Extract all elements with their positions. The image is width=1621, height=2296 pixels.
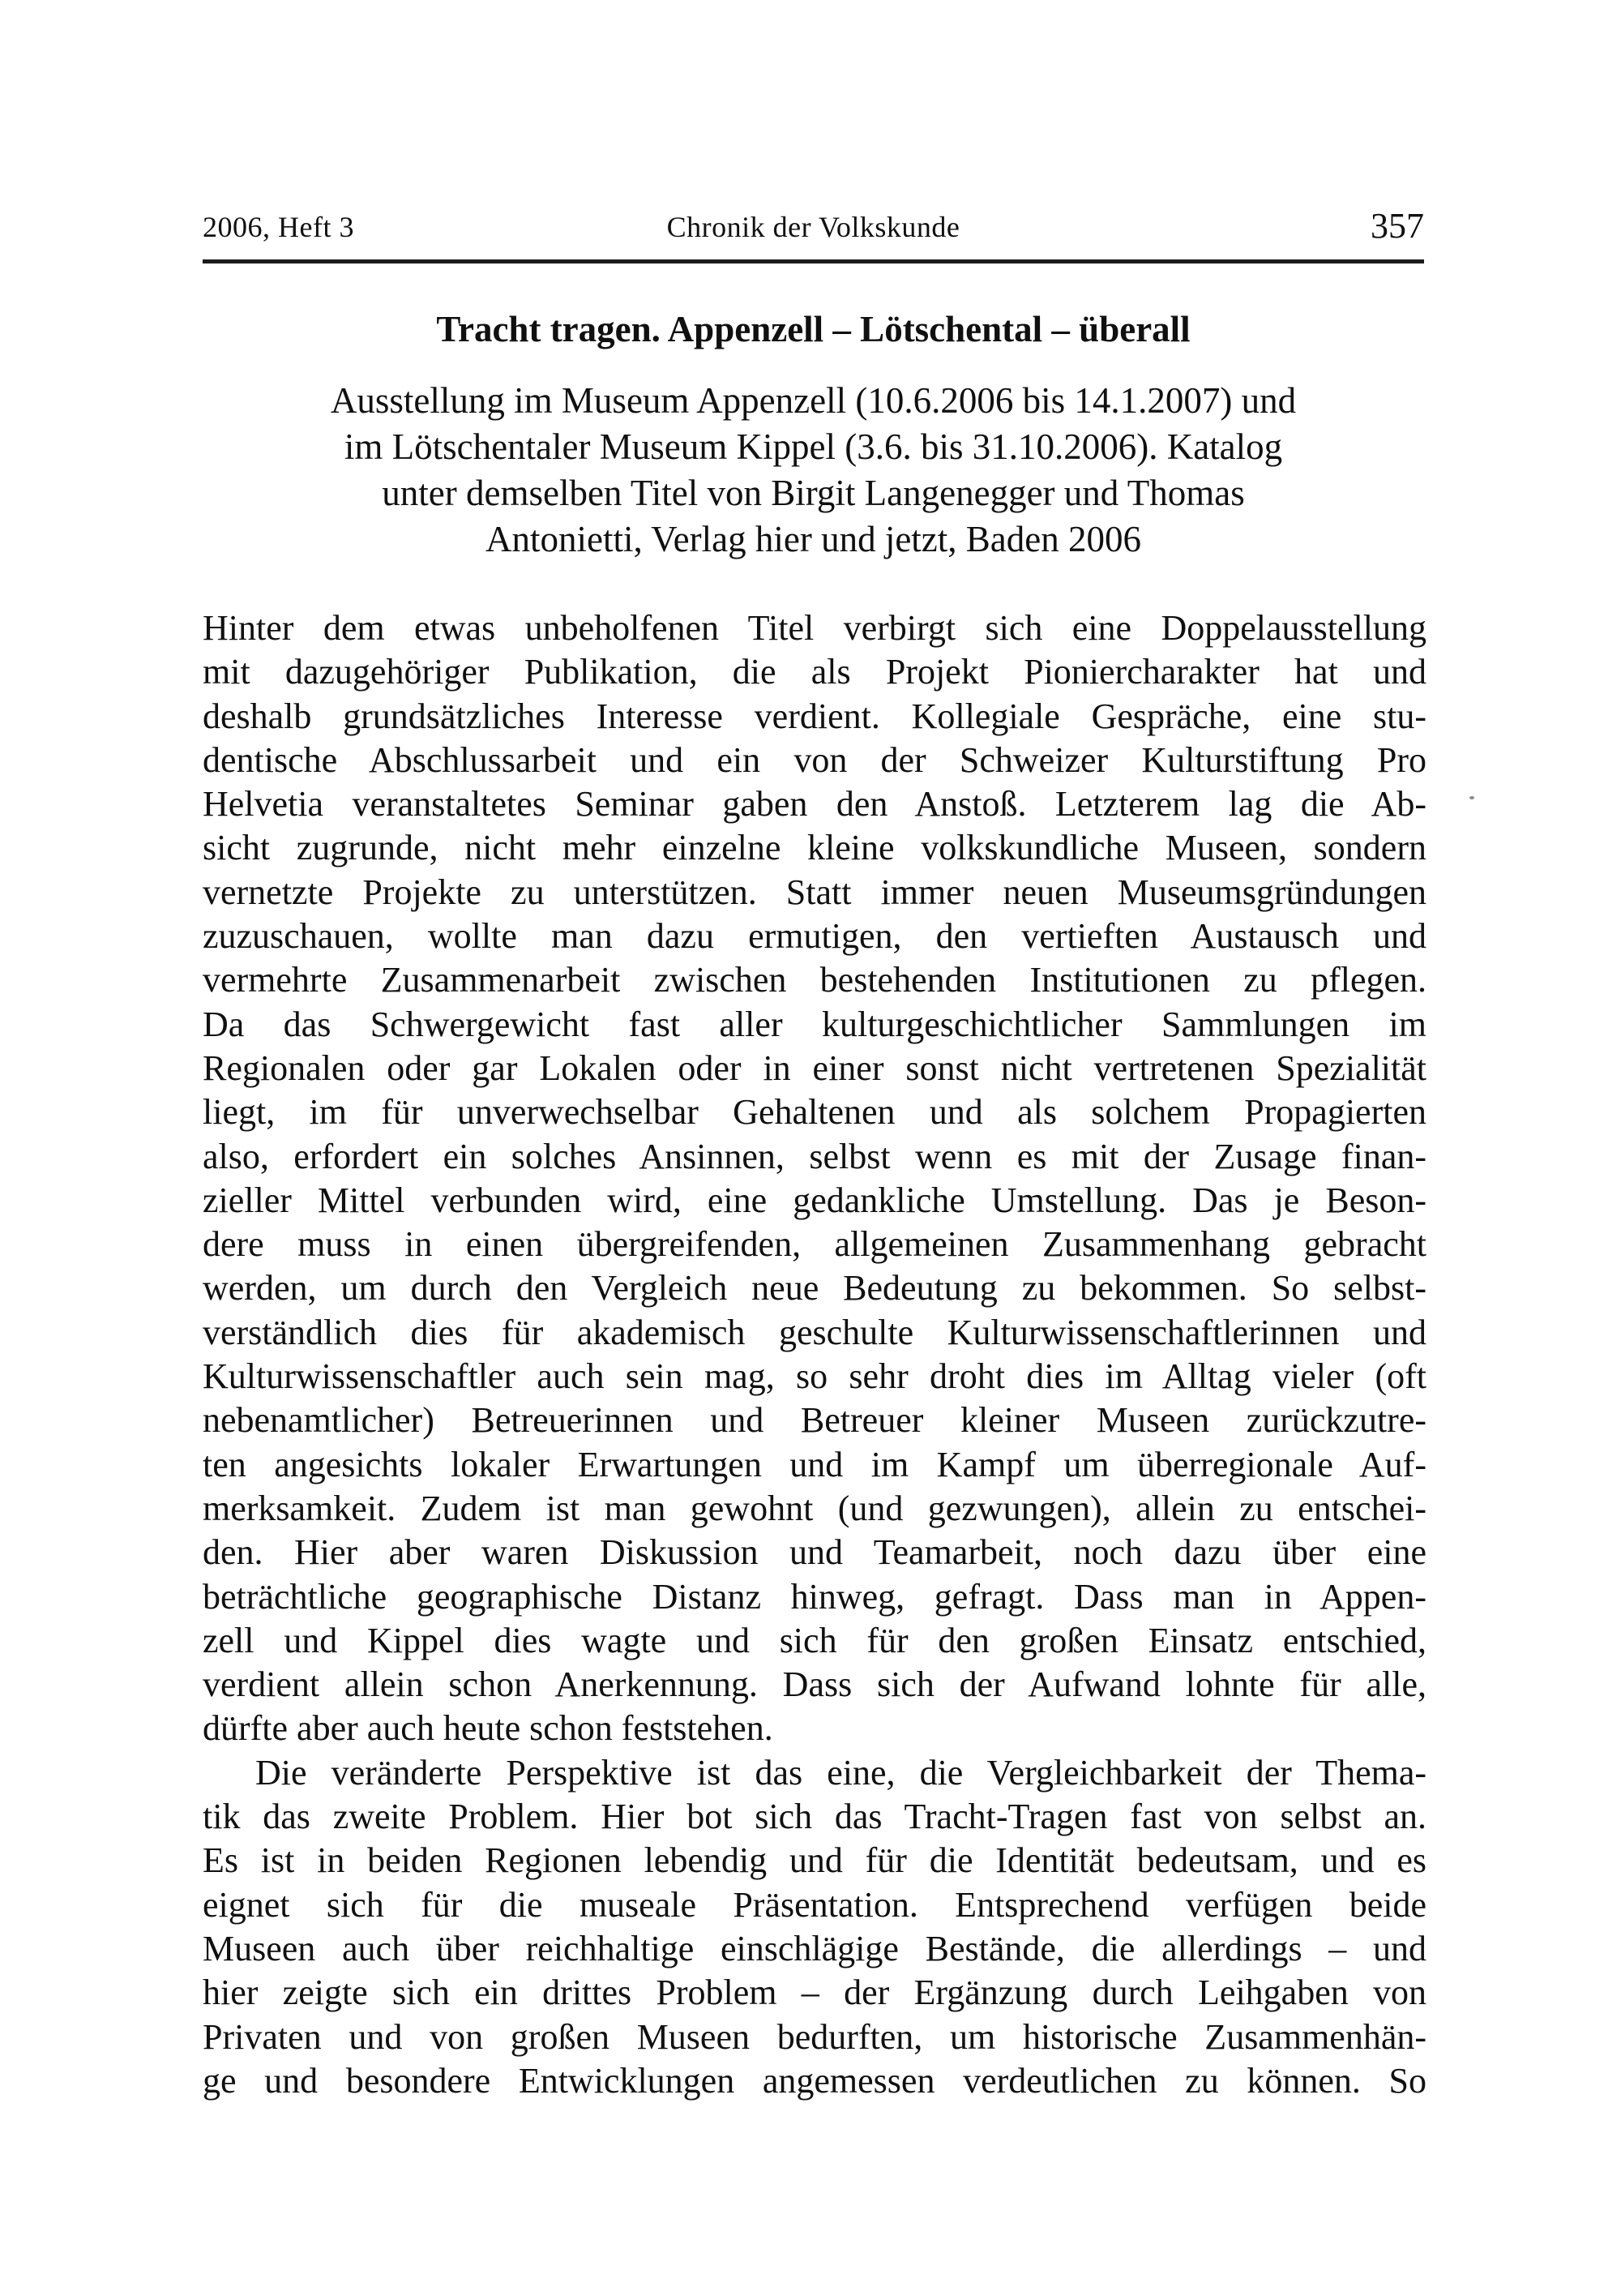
body-line: deshalb grundsätzliches Interesse verdient. Kollegiale Gespräche, eine stu- (203, 696, 1426, 736)
article-subtitle (182, 378, 1444, 563)
subtitle-line: unter demselben Titel von Birgit Langenegger und Thomas (382, 473, 1245, 513)
body-line: verdient allein schon Anerkennung. Dass sich der Aufwand lohnte für alle, (203, 1664, 1426, 1705)
body-line: ge und besondere Entwicklungen angemessen verdeutlichen zu können. So (203, 2060, 1426, 2101)
body-line: ten angesichts lokaler Erwartungen und im Kampf um überregionale Auf- (203, 1444, 1426, 1484)
scan-speck (1469, 796, 1474, 799)
body-line: Die veränderte Perspektive ist das eine, die Vergleichbarkeit der Thema- (255, 1752, 1426, 1793)
body-line: Privaten und von großen Museen bedurften, um historische Zusammenhän- (203, 2016, 1426, 2057)
subtitle-line: im Lötschentaler Museum Kippel (3.6. bis 31.10.2006). Katalog (344, 426, 1283, 467)
body-line: merksamkeit. Zudem ist man gewohnt (und gezwungen), allein zu entschei- (203, 1488, 1426, 1528)
body-text (203, 606, 1426, 2103)
body-line: dürfte aber auch heute schon feststehen. (203, 1708, 773, 1749)
body-line: zuzuschauen, wollte man dazu ermutigen, den vertieften Austausch und (203, 916, 1426, 957)
body-line: tik das zweite Problem. Hier bot sich das Tracht-Tragen fast von selbst an. (203, 1797, 1426, 1837)
subtitle-line: Ausstellung im Museum Appenzell (10.6.2006 bis 14.1.2007) und (330, 380, 1297, 421)
body-line: Museen auch über reichhaltige einschlägige Bestände, die allerdings – und (203, 1928, 1426, 1968)
body-line: Kulturwissenschaftler auch sein mag, so sehr droht dies im Alltag vieler (oft (203, 1356, 1426, 1397)
paragraph (203, 606, 1426, 1751)
body-line: liegt, im für unverwechselbar Gehaltenen und als solchem Propagierten (203, 1092, 1426, 1133)
paragraph (203, 1751, 1426, 2103)
subtitle-line: Antonietti, Verlag hier und jetzt, Baden 2006 (485, 519, 1141, 559)
body-line: zieller Mittel verbunden wird, eine gedankliche Umstellung. Das je Beson- (203, 1180, 1426, 1220)
body-line: vernetzte Projekte zu unterstützen. Statt immer neuen Museumsgründungen (203, 872, 1426, 912)
body-line: zell und Kippel dies wagte und sich für den großen Einsatz entschied, (203, 1620, 1426, 1660)
journal-title: Chronik der Volkskunde (666, 211, 960, 243)
body-line: sicht zugrunde, nicht mehr einzelne kleine volkskundliche Museen, sondern (203, 828, 1426, 868)
body-line: werden, um durch den Vergleich neue Bedeutung zu bekommen. So selbst- (203, 1268, 1426, 1309)
body-line: Hinter dem etwas unbeholfenen Titel verbirgt sich eine Doppelausstellung (203, 608, 1426, 648)
page-number: 357 (1371, 206, 1424, 246)
body-line: beträchtliche geographische Distanz hinweg, gefragt. Dass man in Appen- (203, 1576, 1426, 1617)
body-line: nebenamtlicher) Betreuerinnen und Betreuer kleiner Museen zurückzutre- (203, 1400, 1426, 1441)
body-line: verständlich dies für akademisch geschulte Kulturwissenschaftlerinnen und (203, 1312, 1426, 1352)
body-line: vermehrte Zusammenarbeit zwischen bestehenden Institutionen zu pflegen. (203, 960, 1426, 1000)
issue-label: 2006, Heft 3 (203, 211, 354, 243)
body-line: hier zeigte sich ein drittes Problem – der Ergänzung durch Leihgaben von (203, 1973, 1426, 2013)
body-line: dere muss in einen übergreifenden, allgemeinen Zusammenhang gebracht (203, 1224, 1426, 1265)
body-line: dentische Abschlussarbeit und ein von der Schweizer Kulturstiftung Pro (203, 739, 1426, 780)
article-title: Tracht tragen. Appenzell – Lötschental – überall (436, 309, 1191, 349)
body-line: Regionalen oder gar Lokalen oder in einer sonst nicht vertretenen Spezialität (203, 1047, 1426, 1088)
body-line: Es ist in beiden Regionen lebendig und für die Identität bedeutsam, und es (203, 1840, 1426, 1881)
body-line: eignet sich für die museale Präsentation. Entsprechend verfügen beide (203, 1884, 1426, 1925)
body-line: also, erfordert ein solches Ansinnen, selbst wenn es mit der Zusage finan- (203, 1136, 1426, 1176)
body-line: Da das Schwergewicht fast aller kulturgeschichtlicher Sammlungen im (203, 1004, 1426, 1044)
body-line: mit dazugehöriger Publikation, die als Projekt Pioniercharakter hat und (203, 652, 1426, 692)
body-line: den. Hier aber waren Diskussion und Teamarbeit, noch dazu über eine (203, 1532, 1426, 1573)
header-rule (203, 259, 1424, 263)
body-line: Helvetia veranstaltetes Seminar gaben den Anstoß. Letzterem lag die Ab- (203, 784, 1426, 825)
running-header (203, 203, 1424, 246)
